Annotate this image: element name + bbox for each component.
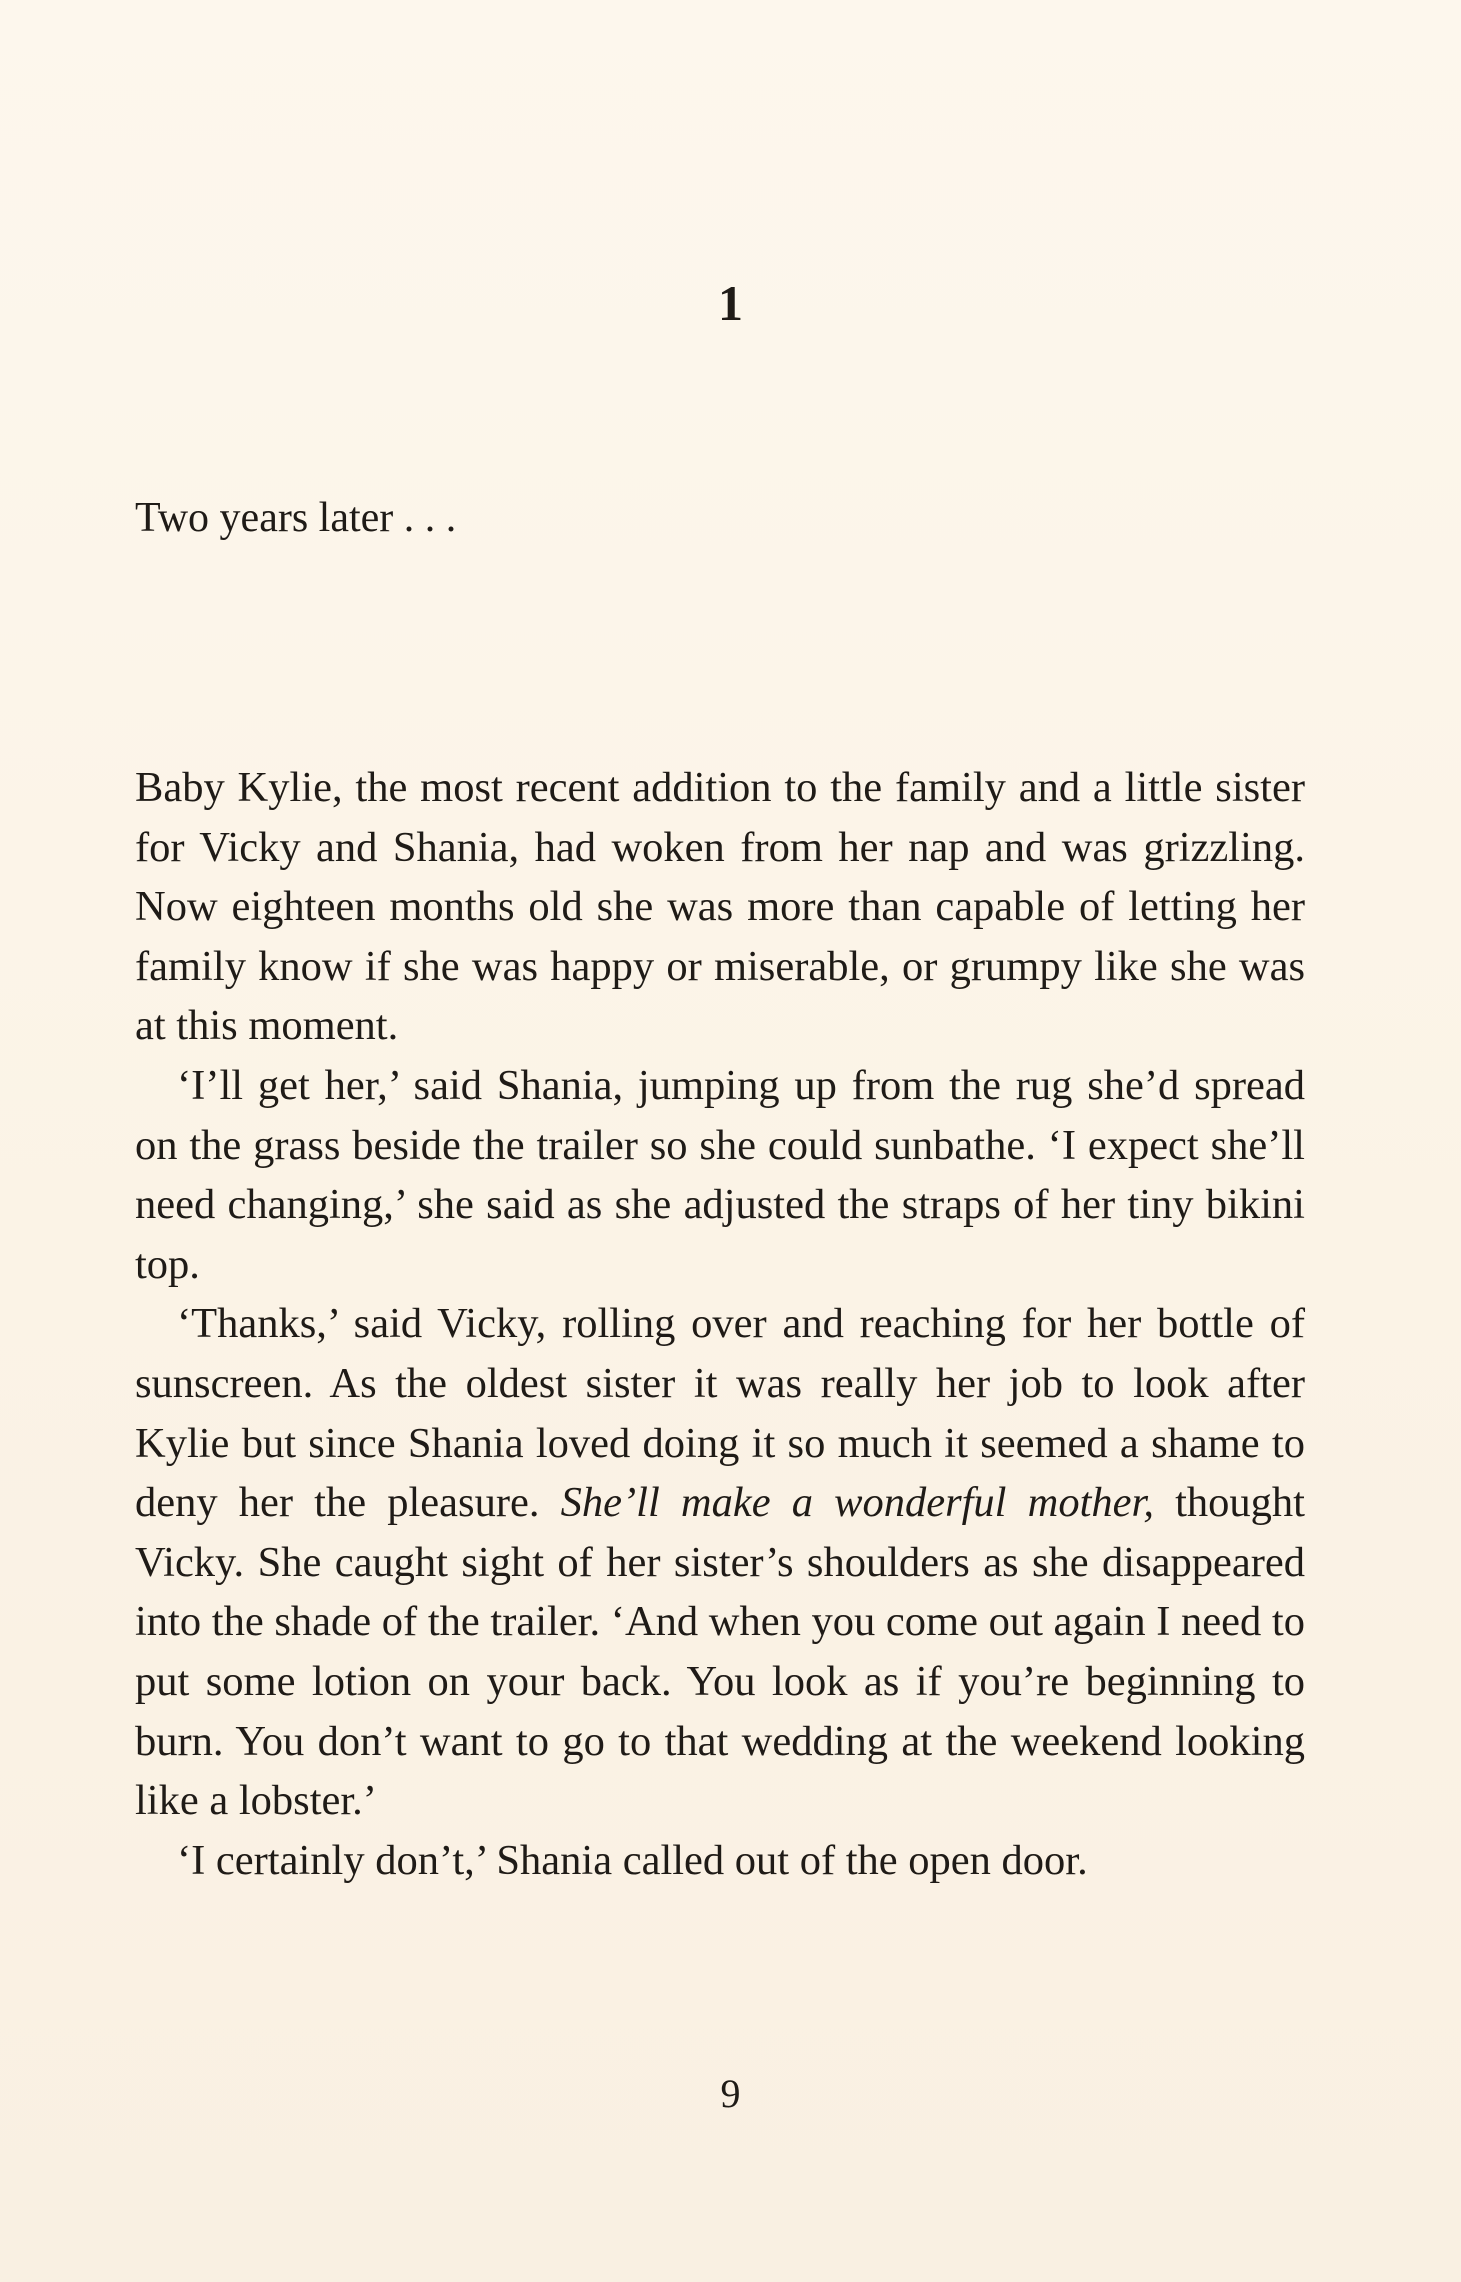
paragraph-3 xyxy=(135,1294,1305,1830)
chapter-number: 1 xyxy=(718,275,743,331)
paragraph-1: Baby Kylie, the most recent addition to the family and a little sister for Vicky and Shania, had woken from her nap and was grizzling. Now eighteen months old she was more than capable of letting her family know if she was happy or miserable, or grumpy like she was at this moment. xyxy=(135,764,1305,1050)
page-number: 9 xyxy=(720,2071,741,2116)
paragraph-3-italic-thought: She’ll make a wonderful mother, xyxy=(560,1479,1154,1527)
paragraph-2: ‘I’ll get her,’ said Shania, jumping up from the rug she’d spread on the grass beside the trailer so she could sunbathe. ‘I expect she’ll need changing,’ she said as she adjusted the straps of her tiny bikini top. xyxy=(135,1061,1305,1288)
chapter-subheading: Two years later . . . xyxy=(135,495,457,541)
paragraph-4: ‘I certainly don’t,’ Shania called out of the open door. xyxy=(177,1836,1088,1884)
body-text xyxy=(135,758,1305,1890)
paragraph-3-text-before: ‘Thanks,’ said Vicky, rolling over and reaching for her bottle of sunscreen. As the oldest sister it was really her job to look after Kylie but since Shania loved doing it so much it seemed a shame to deny her the pleasure. xyxy=(135,1300,1305,1527)
paragraph-3-text-after: thought Vicky. She caught sight of her sister’s shoulders as she disappeared into the shade of the trailer. ‘And when you come out again I need to put some lotion on your back. You look as if you’re beginning to burn. You don’t want to go to that wedding at the weekend looking like a lobster.’ xyxy=(135,1479,1305,1825)
